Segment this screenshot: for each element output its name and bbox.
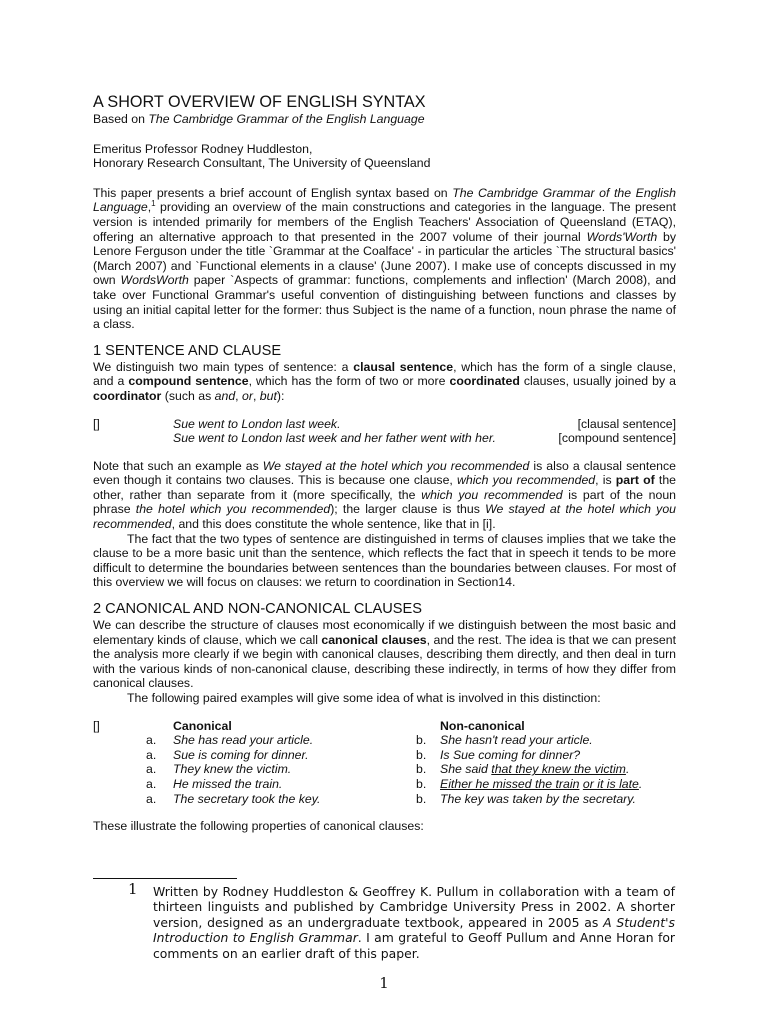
example-sentences xyxy=(93,417,676,446)
section-heading-2: 2 CANONICAL AND NON-CANONICAL CLAUSES xyxy=(93,601,422,618)
section-heading-1: 1 SENTENCE AND CLAUSE xyxy=(93,342,282,359)
pair-row xyxy=(93,748,676,763)
section1-paragraph-3: The fact that the two types of sentence are distinguished in terms of clauses implies that we take the clause to be a more basic unit than the sentence, which reflects the fact that in speech it tends to be more difficult to determine the boundaries between sentences than the boundaries between clauses. For most of this overview we will focus on clauses: we return to coordination in Section14. xyxy=(93,531,676,590)
footnote-text: Written by Rodney Huddleston & Geoffrey K. Pullum in collaboration with a team of thirteen linguists and published by Cambridge University Press in 2002. A shorter version, designed as an undergraduate textbook, appeared in 2005 as A Student's Introduction to English Grammar. I am grateful to Geoff Pullum and Anne Horan for comments on an earlier draft of this paper. xyxy=(153,884,676,961)
pair-row xyxy=(93,792,676,807)
pair-letter-a: a. xyxy=(146,776,157,791)
example-text: Sue went to London last week. xyxy=(173,416,341,431)
section2-paragraph-3: These illustrate the following properties of canonical clauses: xyxy=(93,819,424,834)
page-number: 1 xyxy=(379,974,389,992)
canonical-example: She has read your article. xyxy=(173,733,314,748)
pair-letter-b: b. xyxy=(416,762,427,777)
pair-letter-b: b. xyxy=(416,733,427,748)
intro-paragraph: This paper presents a brief account of English syntax based on The Cambridge Grammar of the English Language,$^1$ providing an overview of the main constructions and categories in the language. The present version is intended primarily for members of the English Teachers' Association of Queensland (ETAQ), offering an alternative approach to that presented in the 2007 volume of their journal Words'Worth by Lenore Ferguson under the title `Grammar at the Coalface' - in particular the articles `The structural basics' (March 2007) and `Functional elements in a clause' (June 2007). I make use of concepts discussed in my own WordsWorth paper `Aspects of grammar: functions, complements and inflection' (March 2008), and take over Functional Grammar's useful convention of distinguishing between functions and classes by using an initial capital letter for the former: thus Subject is the name of a function, noun phrase the name of a class. xyxy=(93,185,676,332)
example-text: Sue went to London last week and her father went with her. xyxy=(173,431,496,446)
footnote-ref[interactable]: 1 xyxy=(151,199,156,209)
canonical-example: They knew the victim. xyxy=(173,762,292,777)
paper-subtitle xyxy=(93,112,676,127)
paired-examples xyxy=(93,719,676,807)
example-number: [] xyxy=(93,718,100,733)
section2-paragraph-2: The following paired examples will give some idea of what is involved in this distinction: xyxy=(127,691,601,705)
footnote-separator xyxy=(93,878,237,879)
canonical-example: Sue is coming for dinner. xyxy=(173,747,309,762)
example-row xyxy=(93,417,676,432)
section1-paragraph-1: We distinguish two main types of sentence: a clausal sentence, which has the form of a single clause, and a compound sentence, which has the form of two or more coordinated clauses, usually joined by a coordinator (such as and, or, but): xyxy=(93,359,676,403)
column-heading-non-canonical: Non-canonical xyxy=(440,718,525,733)
example-number: [] xyxy=(93,416,100,431)
example-label: [clausal sentence] xyxy=(577,416,676,431)
non-canonical-example: Is Sue coming for dinner? xyxy=(440,747,581,762)
author-name: Emeritus Professor Rodney Huddleston, xyxy=(93,141,313,156)
pair-letter-b: b. xyxy=(416,747,427,762)
subtitle-book-title: The Cambridge Grammar of the English Language xyxy=(148,112,425,126)
pair-letter-a: a. xyxy=(146,762,157,777)
main-content xyxy=(93,93,676,834)
non-canonical-example: The key was taken by the secretary. xyxy=(440,791,636,806)
author-affiliation: Honorary Research Consultant, The University of Queensland xyxy=(93,156,431,171)
pair-letter-b: b. xyxy=(416,791,427,806)
non-canonical-example: She said that they knew the victim. xyxy=(440,762,630,777)
pair-letter-b: b. xyxy=(416,776,427,791)
pair-row xyxy=(93,762,676,777)
example-label: [compound sentence] xyxy=(558,431,676,446)
subtitle-prefix: Based on xyxy=(93,112,149,126)
footnote-marker: 1 xyxy=(128,880,138,898)
pairs-header xyxy=(93,719,676,734)
pair-row xyxy=(93,733,676,748)
canonical-example: He missed the train. xyxy=(173,776,283,791)
non-canonical-example: She hasn't read your article. xyxy=(440,733,593,748)
pair-letter-a: a. xyxy=(146,747,157,762)
section2-paragraph-1: We can describe the structure of clauses most economically if we distinguish between the most basic and elementary kinds of clause, which we call canonical clauses, and the rest. The idea is that we can present the analysis more clearly if we begin with canonical clauses, describing them directly, and then deal in turn with the various kinds of non-canonical clause, describing these indirectly, in terms of how they differ from canonical clauses. xyxy=(93,618,677,691)
pair-letter-a: a. xyxy=(146,733,157,748)
paper-title: A SHORT OVERVIEW OF ENGLISH SYNTAX xyxy=(93,93,426,111)
pair-row xyxy=(93,777,676,792)
non-canonical-example: Either he missed the train or it is late. xyxy=(440,776,643,791)
section1-paragraph-2: Note that such an example as We stayed at the hotel which you recommended is also a clausal sentence even though it contains two clauses. This is because one clause, which you recommended, is part of the other, rather than separate from it (more specifically, the which you recommended is part of the noun phrase the hotel which you recommended); the larger clause is thus We stayed at the hotel which you recommended, and this does constitute the whole sentence, like that in [i]. xyxy=(93,458,677,532)
canonical-example: The secretary took the key. xyxy=(173,791,321,806)
pair-letter-a: a. xyxy=(146,791,157,806)
example-row xyxy=(93,431,676,446)
column-heading-canonical: Canonical xyxy=(173,718,232,733)
